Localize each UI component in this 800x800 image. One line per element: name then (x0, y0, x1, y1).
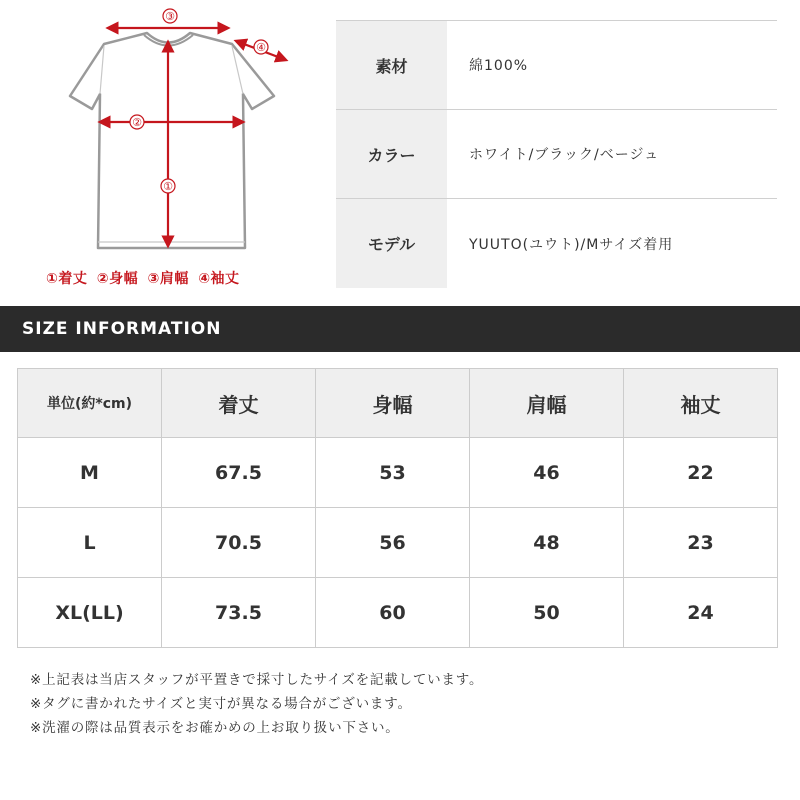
size-label: XL(LL) (18, 578, 162, 648)
table-row (18, 578, 778, 648)
spec-row-material (336, 21, 777, 110)
spec-value: ホワイト/ブラック/ベージュ (469, 147, 660, 163)
note-line: ※タグに書かれたサイズと実寸が異なる場合がございます。 (30, 696, 412, 712)
table-row (18, 438, 778, 508)
note-line: ※上記表は当店スタッフが平置きで採寸したサイズを記載しています。 (30, 672, 484, 688)
marker-length: ① (163, 180, 173, 193)
section-title: SIZE INFORMATION (22, 319, 222, 339)
table-cell: 70.5 (162, 508, 316, 578)
table-cell: 48 (470, 508, 624, 578)
spec-row-model (336, 199, 777, 288)
tshirt-outline (70, 33, 274, 248)
table-cell: 67.5 (162, 438, 316, 508)
table-row (18, 508, 778, 578)
spec-label: モデル (336, 199, 447, 288)
table-cell: 24 (624, 578, 778, 648)
legend-length: ①着丈 (46, 271, 88, 287)
legend-sleeve-length: ④袖丈 (198, 271, 240, 287)
spec-label: 素材 (336, 21, 447, 109)
table-cell: 23 (624, 508, 778, 578)
table-cell: 56 (316, 508, 470, 578)
product-spec-table (336, 20, 777, 288)
legend-shoulder-width: ③肩幅 (147, 271, 189, 287)
spec-row-color (336, 110, 777, 199)
marker-shoulder-width: ③ (165, 10, 175, 23)
size-table (17, 368, 778, 648)
spec-label: カラー (336, 110, 447, 198)
size-label: L (18, 508, 162, 578)
spec-value: YUUTO(ユウト)/Mサイズ着用 (469, 236, 674, 253)
table-cell: 22 (624, 438, 778, 508)
measurement-legend (46, 268, 316, 288)
size-label: M (18, 438, 162, 508)
marker-sleeve-length: ④ (256, 41, 266, 54)
column-header-shoulder-width: 肩幅 (470, 369, 624, 438)
tshirt-measurement-diagram (40, 6, 310, 256)
marker-body-width: ② (132, 116, 142, 129)
unit-header: 単位(約*cm) (18, 369, 162, 438)
column-header-sleeve-length: 袖丈 (624, 369, 778, 438)
table-cell: 53 (316, 438, 470, 508)
column-header-body-width: 身幅 (316, 369, 470, 438)
table-cell: 73.5 (162, 578, 316, 648)
table-cell: 50 (470, 578, 624, 648)
size-table-header-row (18, 369, 778, 438)
table-cell: 46 (470, 438, 624, 508)
table-cell: 60 (316, 578, 470, 648)
notes (30, 668, 770, 740)
note-line: ※洗濯の際は品質表示をお確かめの上お取り扱い下さい。 (30, 720, 400, 736)
column-header-length: 着丈 (162, 369, 316, 438)
legend-body-width: ②身幅 (96, 271, 139, 287)
size-information-banner (0, 306, 800, 352)
spec-value: 綿100% (469, 58, 529, 74)
